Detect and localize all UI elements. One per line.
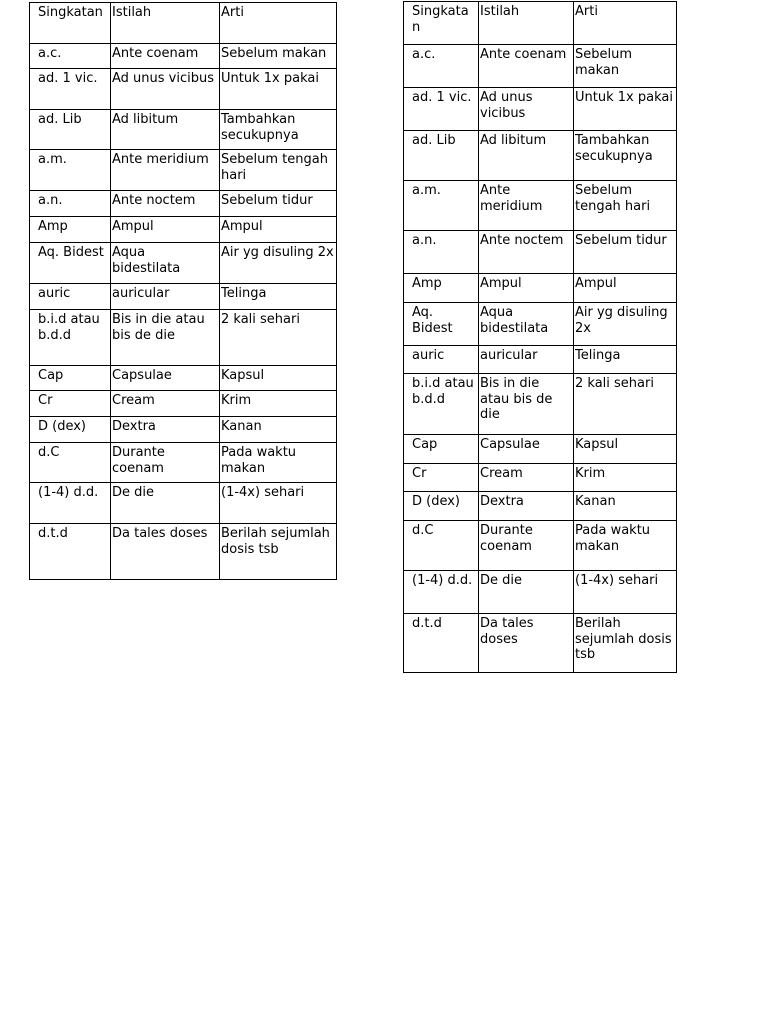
table-row <box>30 284 337 310</box>
table-cell: Arti <box>574 2 677 45</box>
table-cell: Capsulae <box>479 435 574 464</box>
table-cell: Telinga <box>220 284 337 310</box>
table-row <box>404 274 677 303</box>
table-cell: Pada waktu makan <box>220 443 337 483</box>
table-row <box>30 110 337 150</box>
table-cell: 2 kali sehari <box>574 374 677 435</box>
table-cell: d.C <box>404 521 479 571</box>
table-cell: ad. 1 vic. <box>404 88 479 131</box>
table-cell: Kapsul <box>220 366 337 391</box>
table-cell: Air yg disuling 2x <box>574 303 677 346</box>
table-cell: Ampul <box>574 274 677 303</box>
table-row <box>404 45 677 88</box>
table-cell: Singkatan <box>30 3 111 44</box>
table-cell: Ad unus vicibus <box>479 88 574 131</box>
table-cell: Da tales doses <box>479 614 574 673</box>
table-cell: d.t.d <box>404 614 479 673</box>
table-cell: Istilah <box>111 3 220 44</box>
table-row <box>30 44 337 69</box>
table-cell: Ad libitum <box>111 110 220 150</box>
table-row <box>404 2 677 45</box>
table-cell: Air yg disuling 2x <box>220 243 337 284</box>
table-cell: Ampul <box>479 274 574 303</box>
table-cell: auricular <box>479 346 574 374</box>
table-cell: d.t.d <box>30 524 111 580</box>
table-cell: b.i.d atau b.d.d <box>30 310 111 366</box>
table-cell: Dextra <box>111 417 220 443</box>
table-cell: Telinga <box>574 346 677 374</box>
table-row <box>30 417 337 443</box>
table-row <box>30 243 337 284</box>
table-cell: Ad libitum <box>479 131 574 181</box>
table-cell: Durante coenam <box>479 521 574 571</box>
table-cell: a.m. <box>404 181 479 231</box>
table-cell: Aqua bidestilata <box>111 243 220 284</box>
table-cell: Sebelum makan <box>574 45 677 88</box>
table-cell: Arti <box>220 3 337 44</box>
table-cell: auric <box>404 346 479 374</box>
table-cell: Untuk 1x pakai <box>574 88 677 131</box>
table-cell: Berilah sejumlah dosis tsb <box>220 524 337 580</box>
table-cell: (1-4) d.d. <box>404 571 479 614</box>
table-row <box>30 483 337 524</box>
table-row <box>404 181 677 231</box>
table-row <box>30 443 337 483</box>
table-cell: Cream <box>479 464 574 492</box>
table-cell: Cr <box>404 464 479 492</box>
table-row <box>30 191 337 217</box>
abbreviation-table-right <box>403 1 677 673</box>
table-cell: Cap <box>30 366 111 391</box>
table-cell: ad. 1 vic. <box>30 69 111 110</box>
table-cell: b.i.d atau b.d.d <box>404 374 479 435</box>
table-cell: Kapsul <box>574 435 677 464</box>
table-cell: Berilah sejumlah dosis tsb <box>574 614 677 673</box>
table-cell: Sebelum tengah hari <box>220 150 337 191</box>
table-row <box>30 150 337 191</box>
table-cell: Sebelum tidur <box>574 231 677 274</box>
table-cell: Bis in die atau bis de die <box>111 310 220 366</box>
table-cell: Untuk 1x pakai <box>220 69 337 110</box>
table-row <box>404 492 677 521</box>
table-row <box>30 524 337 580</box>
table-row <box>404 346 677 374</box>
table-cell: Cream <box>111 391 220 417</box>
table-cell: Aq. Bidest <box>30 243 111 284</box>
table-cell: Amp <box>30 217 111 243</box>
table-cell: Dextra <box>479 492 574 521</box>
table-cell: Sebelum makan <box>220 44 337 69</box>
table-row <box>404 374 677 435</box>
table-row <box>404 614 677 673</box>
table-row <box>404 131 677 181</box>
table-cell: De die <box>111 483 220 524</box>
table-cell: (1-4) d.d. <box>30 483 111 524</box>
table-cell: Ante coenam <box>479 45 574 88</box>
table-cell: Ampul <box>220 217 337 243</box>
table-cell: Kanan <box>220 417 337 443</box>
table-cell: Pada waktu makan <box>574 521 677 571</box>
table-cell: De die <box>479 571 574 614</box>
table-row <box>30 391 337 417</box>
table-cell: Ante meridium <box>111 150 220 191</box>
table-row <box>404 88 677 131</box>
table-row <box>30 217 337 243</box>
table-row <box>404 464 677 492</box>
table-cell: a.n. <box>30 191 111 217</box>
table-cell: Ante noctem <box>111 191 220 217</box>
table-cell: (1-4x) sehari <box>574 571 677 614</box>
table-cell: d.C <box>30 443 111 483</box>
table-cell: Krim <box>220 391 337 417</box>
table-row <box>30 310 337 366</box>
table-row <box>30 366 337 391</box>
table-cell: Ad unus vicibus <box>111 69 220 110</box>
abbreviation-table-left <box>29 2 337 580</box>
table-cell: Amp <box>404 274 479 303</box>
table-cell: auricular <box>111 284 220 310</box>
table-cell: Kanan <box>574 492 677 521</box>
table-cell: ad. Lib <box>404 131 479 181</box>
table-cell: Singkatan <box>404 2 479 45</box>
table-cell: (1-4x) sehari <box>220 483 337 524</box>
table-row <box>404 303 677 346</box>
table-cell: Durante coenam <box>111 443 220 483</box>
table-cell: Tambahkan secukupnya <box>220 110 337 150</box>
table-cell: Tambahkan secukupnya <box>574 131 677 181</box>
table-cell: D (dex) <box>404 492 479 521</box>
table-cell: Istilah <box>479 2 574 45</box>
table-cell: a.n. <box>404 231 479 274</box>
table-cell: Ante noctem <box>479 231 574 274</box>
table-cell: Ante meridium <box>479 181 574 231</box>
table-cell: ad. Lib <box>30 110 111 150</box>
table-cell: Cap <box>404 435 479 464</box>
table-cell: D (dex) <box>30 417 111 443</box>
table-cell: a.c. <box>404 45 479 88</box>
table-row <box>30 3 337 44</box>
table-cell: Ampul <box>111 217 220 243</box>
table-cell: Bis in die atau bis de die <box>479 374 574 435</box>
table-row <box>404 571 677 614</box>
table-cell: Sebelum tengah hari <box>574 181 677 231</box>
table-cell: Capsulae <box>111 366 220 391</box>
table-cell: Krim <box>574 464 677 492</box>
table-cell: Aq. Bidest <box>404 303 479 346</box>
table-row <box>404 521 677 571</box>
table-cell: a.c. <box>30 44 111 69</box>
table-cell: Sebelum tidur <box>220 191 337 217</box>
table-cell: 2 kali sehari <box>220 310 337 366</box>
table-row <box>30 69 337 110</box>
table-cell: a.m. <box>30 150 111 191</box>
table-cell: Da tales doses <box>111 524 220 580</box>
table-row <box>404 231 677 274</box>
table-cell: auric <box>30 284 111 310</box>
table-cell: Ante coenam <box>111 44 220 69</box>
table-cell: Cr <box>30 391 111 417</box>
table-row <box>404 435 677 464</box>
table-cell: Aqua bidestilata <box>479 303 574 346</box>
